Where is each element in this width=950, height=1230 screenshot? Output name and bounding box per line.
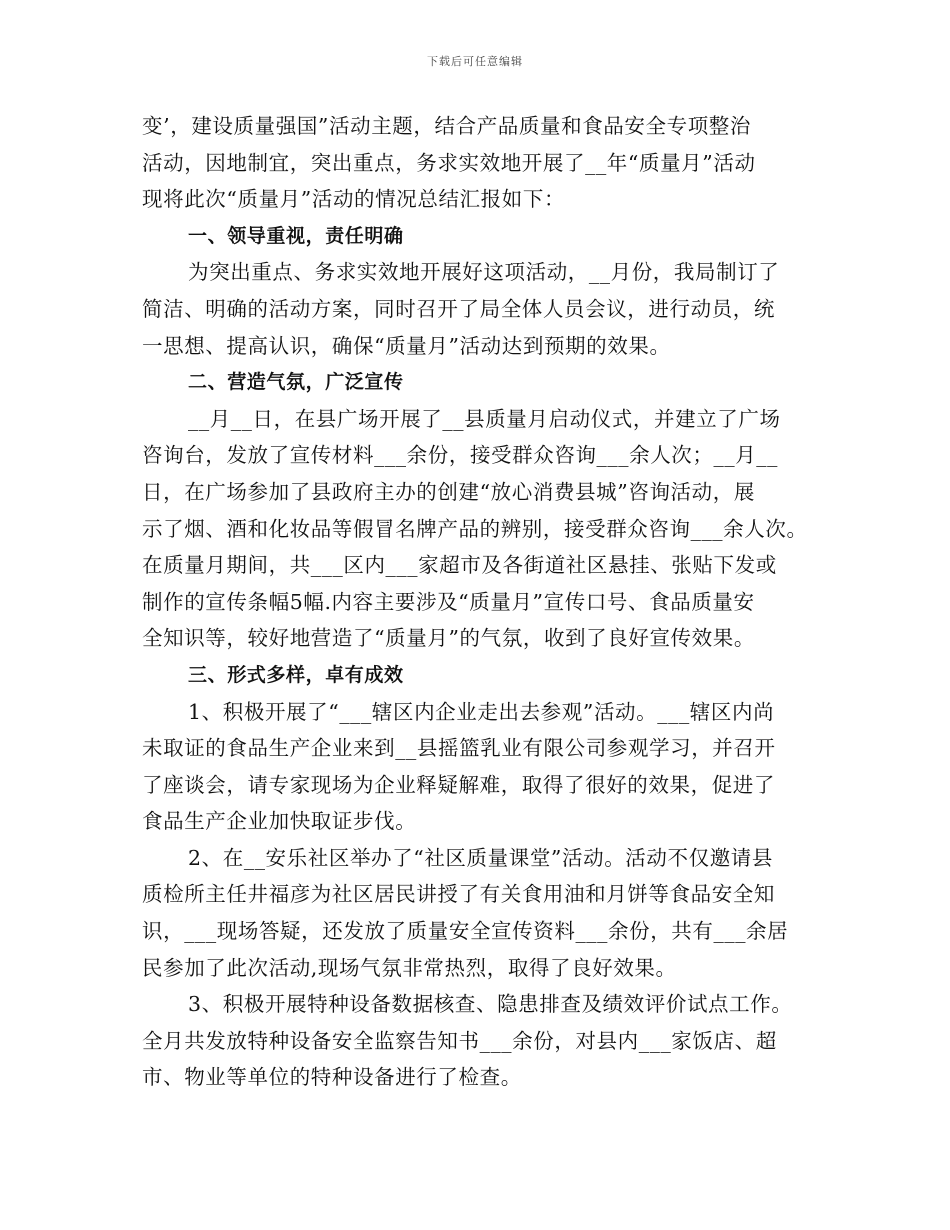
text-line: 了座谈会，请专家现场为企业释疑解难，取得了很好的效果，促进了: [142, 772, 775, 797]
text-line: 民参加了此次活动,现场气氛非常热烈，取得了良好效果。: [142, 955, 677, 980]
document-body: [142, 108, 822, 1096]
text-line: 一思想、提高认识，确保“质量月”活动达到预期的效果。: [142, 333, 671, 358]
text-line: 现将此次“质量月”活动的情况总结汇报如下：: [142, 187, 566, 212]
section-heading: 三、形式多样，卓有成效: [188, 663, 404, 686]
text-line: 食品生产企业加快取证步伐。: [142, 809, 417, 834]
text-line: 市、物业等单位的特种设备进行了检查。: [142, 1065, 522, 1090]
text-line: 未取证的食品生产企业来到__县摇篮乳业有限公司参观学习，并召开: [142, 736, 776, 761]
text-line: __月__日，在县广场开展了__县质量月启动仪式，并建立了广场: [188, 406, 781, 431]
text-line: 为突出重点、务求实效地开展好这项活动，__月份，我局制订了: [188, 260, 780, 285]
section-heading: 一、领导重视，责任明确: [188, 224, 404, 247]
text-line: 在质量月期间，共___区内___家超市及各街道社区悬挂、张贴下发或: [142, 553, 777, 578]
section-heading: 二、营造气氛，广泛宣传: [188, 371, 404, 394]
text-line: 制作的宣传条幅5幅.内容主要涉及“质量月”宣传口号、食品质量安: [142, 589, 755, 614]
text-line: 活动，因地制宜，突出重点，务求实效地开展了__年“质量月”活动: [142, 150, 756, 175]
text-line: 简洁、明确的活动方案，同时召开了局全体人员会议，进行动员，统: [142, 296, 775, 321]
text-line: 日，在广场参加了县政府主办的创建“放心消费县城”咨询活动，展: [142, 479, 755, 504]
text-line: 全知识等，较好地营造了“质量月”的气氛，收到了良好宣传效果。: [142, 626, 755, 651]
text-line: 全月共发放特种设备安全监察告知书___余份，对县内___家饭店、超: [142, 1028, 777, 1053]
text-line: 变’，建设质量强国”活动主题，结合产品质量和食品安全专项整治: [142, 114, 751, 138]
text-line: 2、在__安乐社区举办了“社区质量课堂”活动。活动不仅邀请县: [188, 845, 774, 870]
text-line: 咨询台，发放了宣传材料___余份，接受群众咨询___余人次；__月__: [142, 443, 778, 468]
page-header-note: 下载后可任意编辑: [427, 55, 523, 68]
text-line: 质检所主任井福彦为社区居民讲授了有关食用油和月饼等食品安全知: [142, 882, 775, 907]
text-line: 识，___现场答疑，还发放了质量安全宣传资料___余份，共有___余居: [142, 919, 789, 944]
text-line: 1、积极开展了“___辖区内企业走出去参观”活动。___辖区内尚: [188, 699, 775, 724]
text-line: 3、积极开展特种设备数据核查、隐患排查及绩效评价试点工作。: [188, 992, 793, 1017]
text-line: 示了烟、酒和化妆品等假冒名牌产品的辨别，接受群众咨询___余人次。: [142, 516, 808, 541]
